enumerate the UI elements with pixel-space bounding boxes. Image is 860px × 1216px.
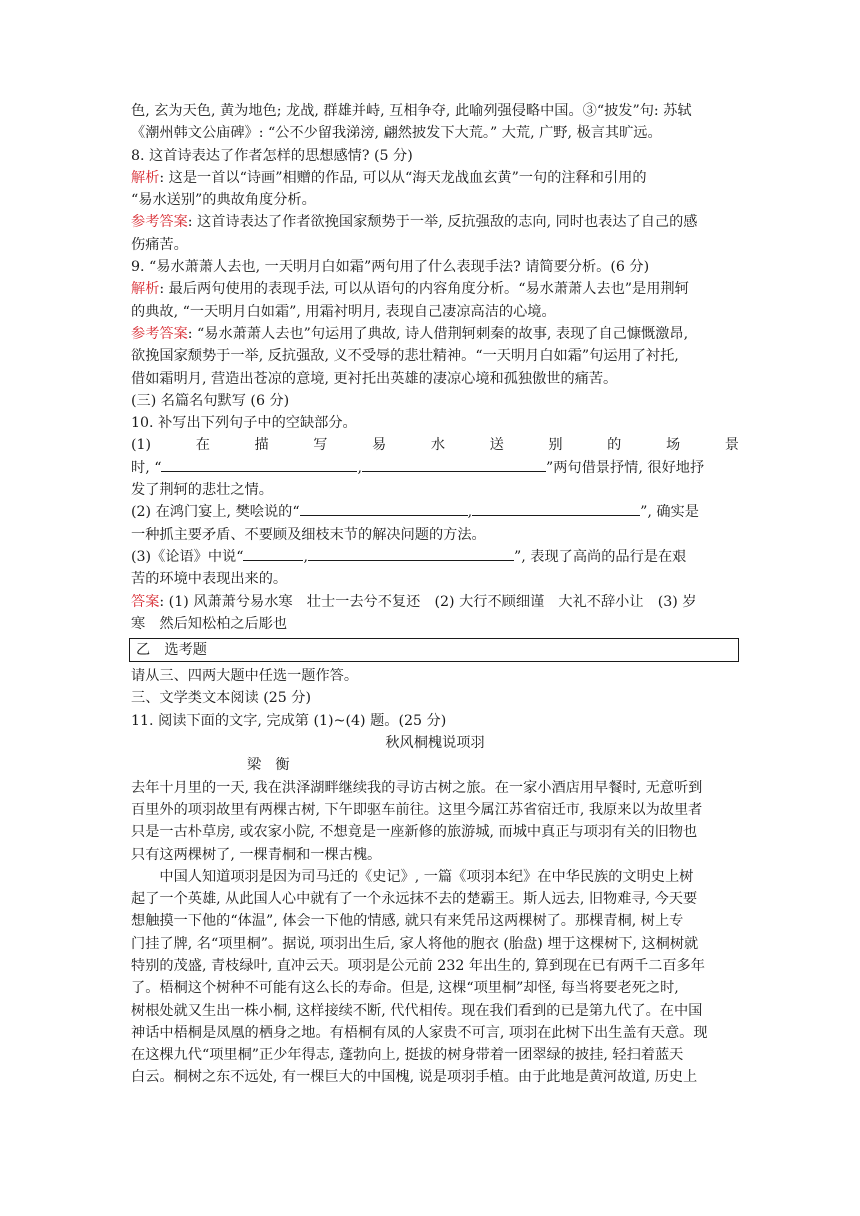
q8-answer-text-1: : 这首诗表达了作者欲挽国家颓势于一举, 反抗强敌的志向, 同时也表达了自己的感 — [187, 214, 698, 231]
q10-item-1-line-1 — [131, 434, 739, 456]
article-p1-line: 百里外的项羽故里有两棵古树, 下午即驱车前往。这里今属江苏省宿迁市, 我原来以为故里者 — [131, 801, 703, 818]
item-text: , — [357, 459, 362, 476]
q10-item-3 — [131, 546, 739, 568]
spread-word: (1) — [131, 437, 152, 454]
article-p2-line: 特别的茂盛, 青枝绿叶, 直冲云天。项羽是公元前 232 年出生的, 算到现在已有两千二百多年 — [131, 957, 705, 974]
item-text: (3)《论语》中说“ — [131, 548, 244, 565]
q9-analysis — [131, 278, 739, 300]
article-p2-line: 门挂了牌, 名“项里桐”。据说, 项羽出生后, 家人将他的胞衣 (胎盘) 埋于这棵树下, 这桐树就 — [131, 935, 699, 952]
item-text: ”, 表现了高尚的品行是在艰 — [514, 548, 687, 565]
article-p2-line: 起了一个英雄, 从此国人心中就有了一个永远抹不去的楚霸王。斯人远去, 旧物难寻, 今天要 — [131, 891, 698, 908]
spread-word: 在 — [195, 437, 210, 454]
q8-analysis-text-2: “易水送别”的典故角度分析。 — [131, 192, 316, 209]
q10-item-1-line-2 — [131, 457, 739, 479]
article-author: 梁 衡 — [247, 757, 290, 774]
article-p2-line: 在这棵九代“项里桐”正少年得志, 蓬勃向上, 挺拔的树身带着一团翠绿的披挂, 轻扫着蓝天 — [131, 1047, 684, 1064]
q10-item-3-line-2: 苦的环境中表现出来的。 — [131, 571, 288, 588]
q10-item-2-line-2: 一种抓主要矛盾、不要顾及细枝末节的解决问题的方法。 — [131, 526, 486, 543]
item-text: 时, “ — [131, 459, 162, 476]
fill-blank[interactable] — [243, 546, 303, 561]
spread-word: 送 — [489, 437, 504, 454]
q9-answer-text-3: 借如霜明月, 营造出苍凉的意境, 更衬托出英雄的凄凉心境和孤独傲世的痛苦。 — [131, 370, 618, 387]
intro-line-1: 色, 玄为天色, 黄为地色; 龙战, 群雄并峙, 互相争夺, 此喻列强侵略中国。③“披发”句: 苏轼 — [131, 103, 692, 119]
question-9: 9. “易水萧萧人去也, 一天明月白如霜”两句用了什么表现手法? 请简要分析。(6 分) — [131, 259, 650, 276]
item-text: ”两句借景抒情, 很好地抒 — [545, 459, 705, 476]
section-heading-3: 三、文学类文本阅读 (25 分) — [131, 690, 312, 707]
q9-analysis-text-1: : 最后两句使用的表现手法, 可以从语句的内容角度分析。“易水萧萧人去也”是用荆轲 — [159, 281, 689, 298]
q9-answer-text-2: 欲挽国家颓势于一举, 反抗强敌, 义不受辱的悲壮精神。“一天明月白如霜”句运用了衬托, — [131, 348, 679, 365]
q10-item-1-line-3: 发了荆轲的悲壮之情。 — [131, 482, 273, 499]
instruction: 请从三、四两大题中任选一题作答。 — [131, 668, 359, 685]
q8-answer-text-2: 伤痛苦。 — [131, 236, 188, 253]
fill-blank[interactable] — [362, 457, 546, 472]
q8-analysis — [131, 167, 739, 189]
item-text: ”, 确实是 — [640, 504, 699, 521]
article-p2-line: 了。梧桐这个树种不可能有这么长的寿命。但是, 这棵“项里桐”却怪, 每当将要老死之时, — [131, 980, 679, 997]
question-8: 8. 这首诗表达了作者怎样的思想感情? (5 分) — [131, 147, 413, 164]
analysis-label: 解析 — [131, 169, 160, 186]
analysis-label: 解析 — [131, 281, 160, 298]
fill-blank[interactable] — [161, 457, 357, 472]
section-heading: (三) 名篇名句默写 (6 分) — [131, 392, 290, 409]
item-text: , — [467, 504, 473, 521]
q10-answer — [131, 591, 739, 613]
q9-analysis-text-2: 的典故, “一天明月白如霜”, 用霜衬明月, 表现自己凄凉高洁的心境。 — [131, 303, 556, 320]
fill-blank[interactable] — [308, 546, 514, 561]
article-p2-line: 树根处就又生出一株小桐, 这样接续不断, 代代相传。现在我们看到的已是第九代了。在中国 — [131, 1002, 703, 1019]
q8-analysis-text-1: : 这是一首以“诗画”相赠的作品, 可以从“海天龙战血玄黄”一句的注释和引用的 — [159, 169, 647, 186]
answer-label: 参考答案 — [131, 214, 188, 231]
fill-blank[interactable] — [300, 501, 468, 516]
article-p2-line: 神话中梧桐是凤凰的栖身之地。有梧桐有凤的人家贵不可言, 项羽在此树下出生盖有天意。现 — [131, 1024, 708, 1041]
item-text: , — [303, 548, 308, 565]
article-p1-line: 去年十月里的一天, 我在洪泽湖畔继续我的寻访古树之旅。在一家小酒店用早餐时, 无意听到 — [131, 779, 703, 796]
elective-section-box: 乙 选考题 — [129, 638, 739, 662]
article-p2-line: 白云。桐树之东不远处, 有一棵巨大的中国槐, 说是项羽手植。由于此地是黄河故道, 历史上 — [131, 1069, 698, 1086]
q8-answer — [131, 211, 739, 233]
article-p1-line: 只是一古朴草房, 或农家小院, 不想竟是一座新修的旅游城, 而城中真正与项羽有关的旧物也 — [131, 824, 698, 841]
spread-word: 描 — [254, 437, 269, 454]
spread-word: 的 — [607, 437, 622, 454]
q9-answer — [131, 323, 739, 345]
question-10: 10. 补写出下列句子中的空缺部分。 — [131, 415, 357, 432]
q10-answer-text-2: 寒 然后知松柏之后彫也 — [131, 615, 288, 632]
spread-word: 水 — [430, 437, 446, 454]
spread-word: 别 — [548, 437, 563, 454]
spread-word: 景 — [724, 437, 739, 454]
spread-word: 易 — [372, 437, 387, 454]
q10-item-2 — [131, 501, 739, 523]
document-page — [131, 100, 739, 1089]
article-title: 秋风桐槐说项羽 — [385, 735, 485, 752]
article-p2-line: 想触摸一下他的“体温”, 体会一下他的情感, 就只有来凭吊这两棵树了。那棵青桐, 树上专 — [131, 913, 684, 930]
answer-label: 参考答案 — [131, 325, 188, 342]
question-11: 11. 阅读下面的文字, 完成第 (1)~(4) 题。(25 分) — [131, 712, 447, 729]
answer-label: 答案 — [131, 593, 160, 610]
article-p1-line: 只有这两棵树了, 一棵青桐和一棵古槐。 — [131, 846, 382, 863]
item-text: (2) 在鸿门宴上, 樊哙说的“ — [131, 504, 300, 521]
article-p2-line: 中国人知道项羽是因为司马迁的《史记》, 一篇《项羽本纪》在中华民族的文明史上树 — [159, 868, 694, 885]
fill-blank[interactable] — [472, 501, 640, 516]
spread-word: 写 — [313, 437, 328, 454]
intro-line-2: 《潮州韩文公庙碑》: “公不少留我涕滂, 翩然披发下大荒。” 大荒, 广野, 极言其旷远。 — [131, 125, 662, 142]
q9-answer-text-1: : “易水萧萧人去也”句运用了典故, 诗人借荆轲刺秦的故事, 表现了自己慷慨激昂, — [187, 325, 689, 342]
spread-word: 场 — [665, 437, 681, 454]
q10-answer-text-1: : (1) 风萧萧兮易水寒 壮士一去兮不复还 (2) 大行不顾细谨 大礼不辞小让 (3) 岁 — [159, 593, 697, 610]
